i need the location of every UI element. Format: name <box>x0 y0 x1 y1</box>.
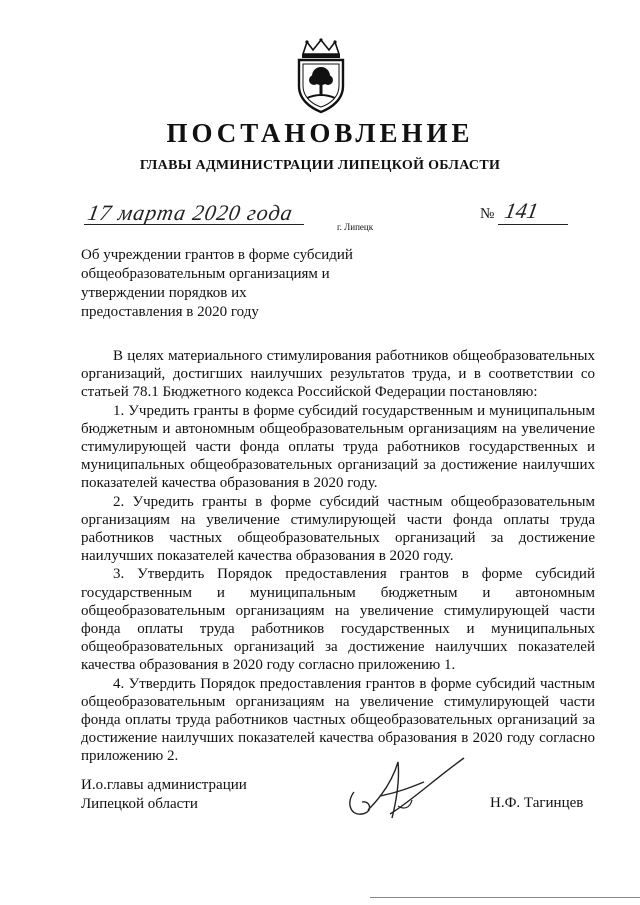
city-label: г. Липецк <box>337 222 374 232</box>
handwritten-signature <box>340 752 480 832</box>
number-underline <box>498 224 568 225</box>
position-line: И.о.главы администрации <box>81 777 247 793</box>
document-subtitle: ГЛАВЫ АДМИНИСТРАЦИИ ЛИПЕЦКОЙ ОБЛАСТИ <box>139 158 501 173</box>
clause-4: 4. Утвердить Порядок предоставления грантов в форме субсидий частным общеобразовательным организациям на увеличение стимулирующей части фонда оплаты труда работников частных общеобразовательных организаций за достижение наилучших показателей качества образования в 2020 году согласно приложению 2. <box>81 675 595 765</box>
subject-line: Об учреждении грантов в форме субсидий <box>81 247 353 263</box>
signatory-position <box>81 776 247 814</box>
document-title: ПОСТАНОВЛЕНИЕ <box>166 118 474 148</box>
subject-line: утверждении порядков их <box>81 285 247 301</box>
signatory-name: Н.Ф. Тагинцев <box>490 795 584 811</box>
clause-3: 3. Утвердить Порядок предоставления грантов в форме субсидий государственным и муниципальным бюджетным и автономным общеобразовательным организациям на увеличение стимулирующей части фонда оплаты труда работников государственных и муниципальных общеобразовательных организаций за достижение наилучших показателей качества образования в 2020 году согласно приложению 1. <box>81 566 595 674</box>
handwritten-date: 17 марта 2020 года <box>85 200 296 225</box>
clause-2: 2. Учредить гранты в форме субсидий частным общеобразовательным организациям на увеличение стимулирующей части фонда оплаты труда работников частных общеобразовательных организаций за достижение наилучших показателей качества образования в 2020 году. <box>81 493 595 565</box>
coat-of-arms-icon <box>293 38 349 114</box>
date-number-line <box>80 200 570 236</box>
handwritten-number: 141 <box>502 198 541 223</box>
document-body <box>81 347 595 766</box>
clause-1: 1. Учредить гранты в форме субсидий государственным и муниципальным бюджетным и автономным общеобразовательным организациям на увеличение стимулирующей части фонда оплаты труда работников государственных и муниципальных общеобразовательных организаций за достижение наилучших показателей качества образования в 2020 году. <box>81 402 595 492</box>
subject-line: общеобразовательным организациям и <box>81 266 330 282</box>
number-label: № <box>480 206 495 222</box>
bottom-divider <box>370 897 640 898</box>
preamble-paragraph: В целях материального стимулирования работников общеобразовательных организаций, достигших наилучших результатов труда, и в соответствии со статьей 78.1 Бюджетного кодекса Российской Федерации постановляю: <box>81 348 595 401</box>
date-underline <box>84 224 304 225</box>
position-line: Липецкой области <box>81 796 198 812</box>
document-subject <box>81 246 381 322</box>
subject-line: предоставления в 2020 году <box>81 304 259 320</box>
